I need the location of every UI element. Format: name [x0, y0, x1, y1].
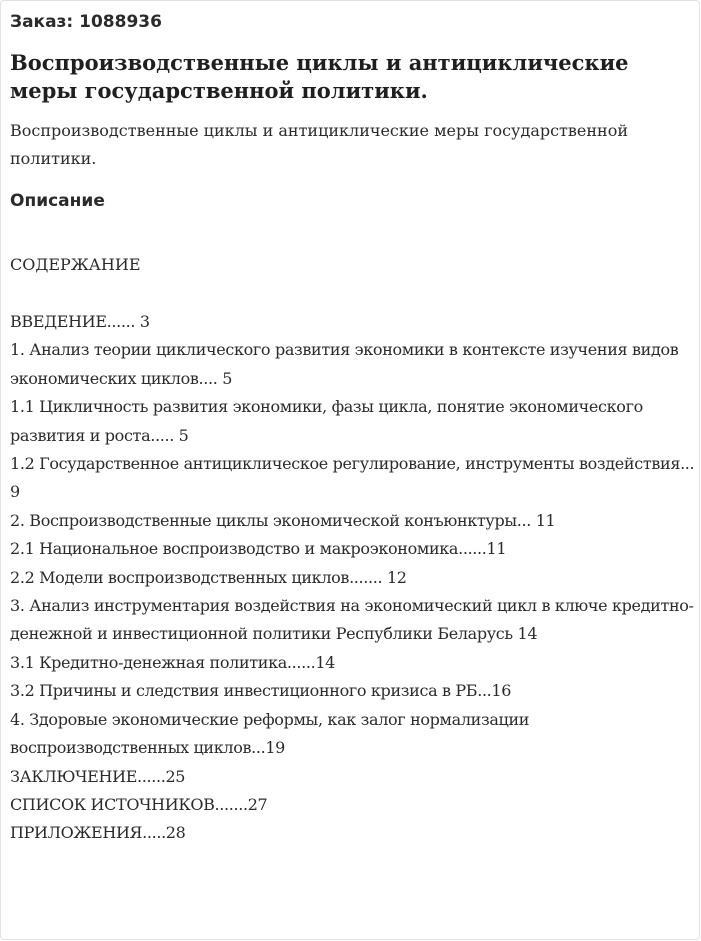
description-heading: Описание [10, 191, 105, 211]
page-subtitle: Воспроизводственные циклы и антициклические меры государственной политики. [10, 121, 629, 168]
order-number: Заказ: 1088936 [10, 12, 162, 32]
contents-item: ПРИЛОЖЕНИЯ.....28 [10, 823, 186, 843]
contents-heading: СОДЕРЖАНИЕ [10, 255, 141, 274]
contents-item: 4. Здоровые экономические реформы, как залог нормализации воспроизводственных циклов...19 [10, 709, 530, 758]
contents-item: 1.1 Цикличность развития экономики, фазы цикла, понятие экономического развития и роста..... 5 [10, 397, 643, 445]
contents-item: 3.1 Кредитно-денежная политика......14 [10, 652, 336, 672]
contents-list [10, 308, 696, 848]
contents-item: ЗАКЛЮЧЕНИЕ......25 [10, 766, 186, 786]
contents-item: 2. Воспроизводственные циклы экономической конъюнктуры... 11 [10, 510, 556, 530]
contents-item: 3. Анализ инструментария воздействия на экономический цикл в ключе кредитно-денежной и инвестиционной политики Республики Беларусь 14 [10, 596, 694, 644]
contents-item: 1. Анализ теории циклического развития экономики в контексте изучения видов экономических циклов.... 5 [10, 340, 679, 388]
contents-item: 2.1 Национальное воспроизводство и макроэкономика......11 [10, 539, 507, 559]
contents-item: 3.2 Причины и следствия инвестиционного кризиса в РБ...16 [10, 681, 512, 701]
contents-item: 2.2 Модели воспроизводственных циклов....... 12 [10, 567, 407, 587]
page-title: Воспроизводственные циклы и антициклические меры государственной политики. [10, 50, 629, 103]
contents-item: ВВЕДЕНИЕ...... 3 [10, 312, 150, 331]
contents-item: 1.2 Государственное антициклическое регулирование, инструменты воздействия... 9 [10, 454, 695, 502]
contents-item: СПИСОК ИСТОЧНИКОВ.......27 [10, 794, 268, 814]
